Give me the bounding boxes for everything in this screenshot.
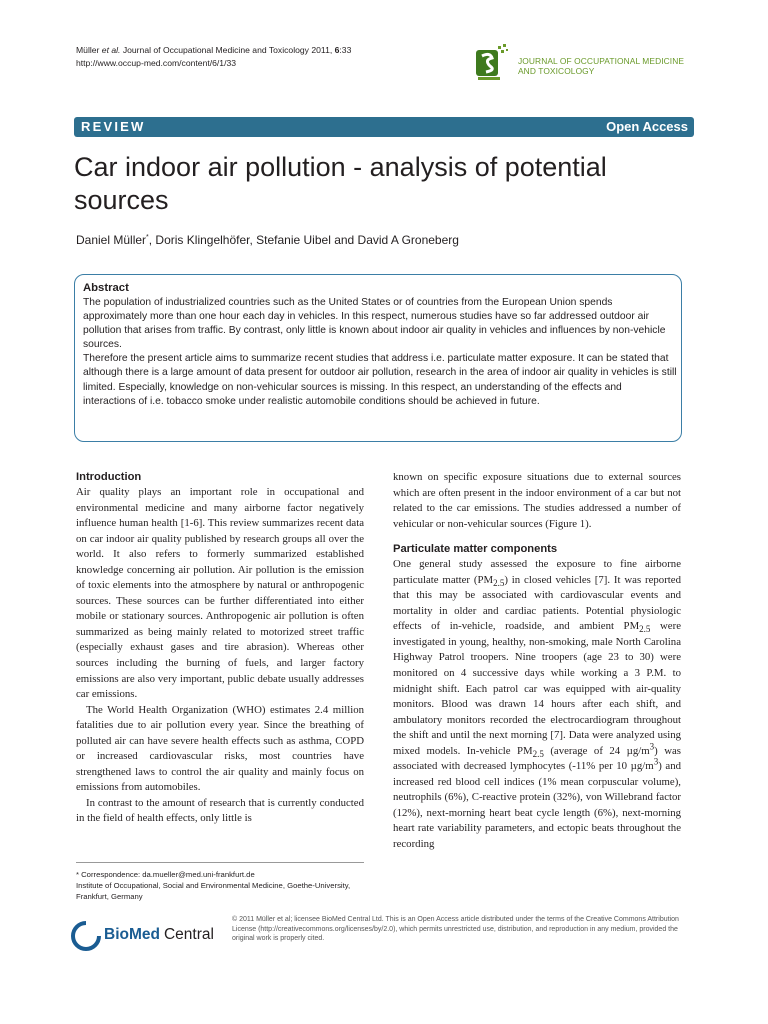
correspondence-email[interactable]: * Correspondence: da.mueller@med.uni-frankfurt.de [76,870,255,879]
right-column [393,470,681,853]
body-paragraph: known on specific exposure situations due to external sources which are often present in the indoor environment of a car but not related to the car emissions. The studies addressed a number of vehicular or non-vehicular sources (Figure 1). [393,471,681,530]
abstract-heading: Abstract [83,282,129,294]
section-heading-introduction: Introduction [76,471,142,483]
section-heading-particulate: Particulate matter components [393,543,558,556]
abstract-paragraph: The population of industrialized countries such as the United States or of countries from the European Union spends approximately more than one hour each day in vehicles. In this respect, numerous studies have so far addressed outdoor air pollution that arises from traffic. By contrast, only little is known about indoor air quality in vehicles and influences by non-vehicle sources. [83,297,666,351]
biomed-logo-icon [70,920,102,952]
author-list: Daniel Müller*, Doris Klingelhöfer, Stefanie Uibel and David A Groneberg [76,233,459,247]
open-access-label: Open Access [606,119,688,134]
body-paragraph: One general study assessed the exposure to fine airborne particulate matter $(PM_{2.5})$ in closed vehicles [7]. It was reported that this may be associated with cardiovascular events and mortality in older and cardiac patients. Potential physiologic effects of in-vehicle, roadside, and ambient $PM_{2.5}$ were investigated in young, healthy, non-smoking, male North Carolina Highway Patrol troopers. Nine troopers (age 23 to 30) were monitored on 4 successive days while working a 3 P.M. to midnight shift. Each patrol car was equipped with air-quality monitors. Blood was drawn 14 hours after each shift, and ambulatory monitors recorded the electrocardiogram throughout the shift and until the next morning [7]. Data were analyzed using mixed models. In-vehicle $PM_{2.5}$ (average of 24 $\mu g/m^3$) was associated with decreased lymphocytes (-11% per 10 $\mu g/m^3$) and increased red blood cell indices (1% mean corpuscular volume), neutrophils (6%), C-reactive protein (32%), von Willebrand factor (12%), next-morning heart beat cycle length (6%), next-morning heart rate variability parameters, and ectopic beats throughout the recording [393,558,681,851]
abstract-paragraph: Therefore the present article aims to summarize recent studies that address i.e. particulate matter exposure. It can be stated that although there is a large amount of data present for outdoor air pollution, research in the area of indoor air quality in vehicles is still limited. Especially, knowledge on non-vehicular sources is missing. In this respect, an understanding of the effects and interactions of i.e. tobacco smoke under realistic automobile conditions should be achieved in future. [83,353,677,407]
article-type-label: REVIEW [81,119,146,134]
affiliation: Institute of Occupational, Social and Environmental Medicine, Goethe-University, Frankfurt, Germany [76,881,351,902]
correspondence-footnote [76,862,364,903]
corresponding-mark: * [146,234,149,241]
journal-logo [470,44,700,84]
biomed-central-logo: BioMed Central [70,918,230,952]
body-paragraph: The World Health Organization (WHO) estimates 2.4 million fatalities due to air pollution every year. Since the breathing of polluted air can have severe health effects such as asthma, COPD or increased cardiovascular risks, most countries have strengthened laws to control the air quality and mainly focus on emissions from automobiles. [76,703,364,794]
body-paragraph: In contrast to the amount of research that is currently conducted in the field of health effects, only little is [76,796,364,825]
article-title: Car indoor air pollution - analysis of potential sources [74,152,607,215]
running-header [76,44,351,70]
body-paragraph: Air quality plays an important role in occupational and environmental medicine and many airborne factor negatively influence human health [1-6]. This review summarizes recent data on car indoor air quality published by research groups all over the world. It also refers to formerly summarized established knowledge concerning air pollution. Air pollution is the emission of toxic elements into the atmosphere by natural or anthropogenic sources. These sources can be further differentiated into either mobile or stationary sources. Anthropogenic air pollution is often summarized as being mainly related to motorized street traffic (especially exhaust gases and tire abrasion). Whereas other sources including the burning of fuels, and larger factory emissions are also very important, public debate usually addresses car emissions. [76,486,364,701]
journal-logo-icon [470,44,514,84]
article-url[interactable]: http://www.occup-med.com/content/6/1/33 [76,58,237,68]
article-type-band [74,117,694,137]
citation-line: Müller et al. Journal of Occupational Medicine and Toxicology 2011, 6:33 [76,45,352,55]
journal-logo-text: JOURNAL OF OCCUPATIONAL MEDICINE AND TOXICOLOGY [518,56,685,76]
abstract-box [74,274,682,442]
left-column [76,470,364,827]
license-text: © 2011 Müller et al; licensee BioMed Central Ltd. This is an Open Access article distributed under the terms of the Creative Commons Attribution License (http://creativecommons.org/licenses/by/2.0), which permits unrestricted use, distribution, and reproduction in any medium, provided the original work is properly cited. [232,916,679,942]
